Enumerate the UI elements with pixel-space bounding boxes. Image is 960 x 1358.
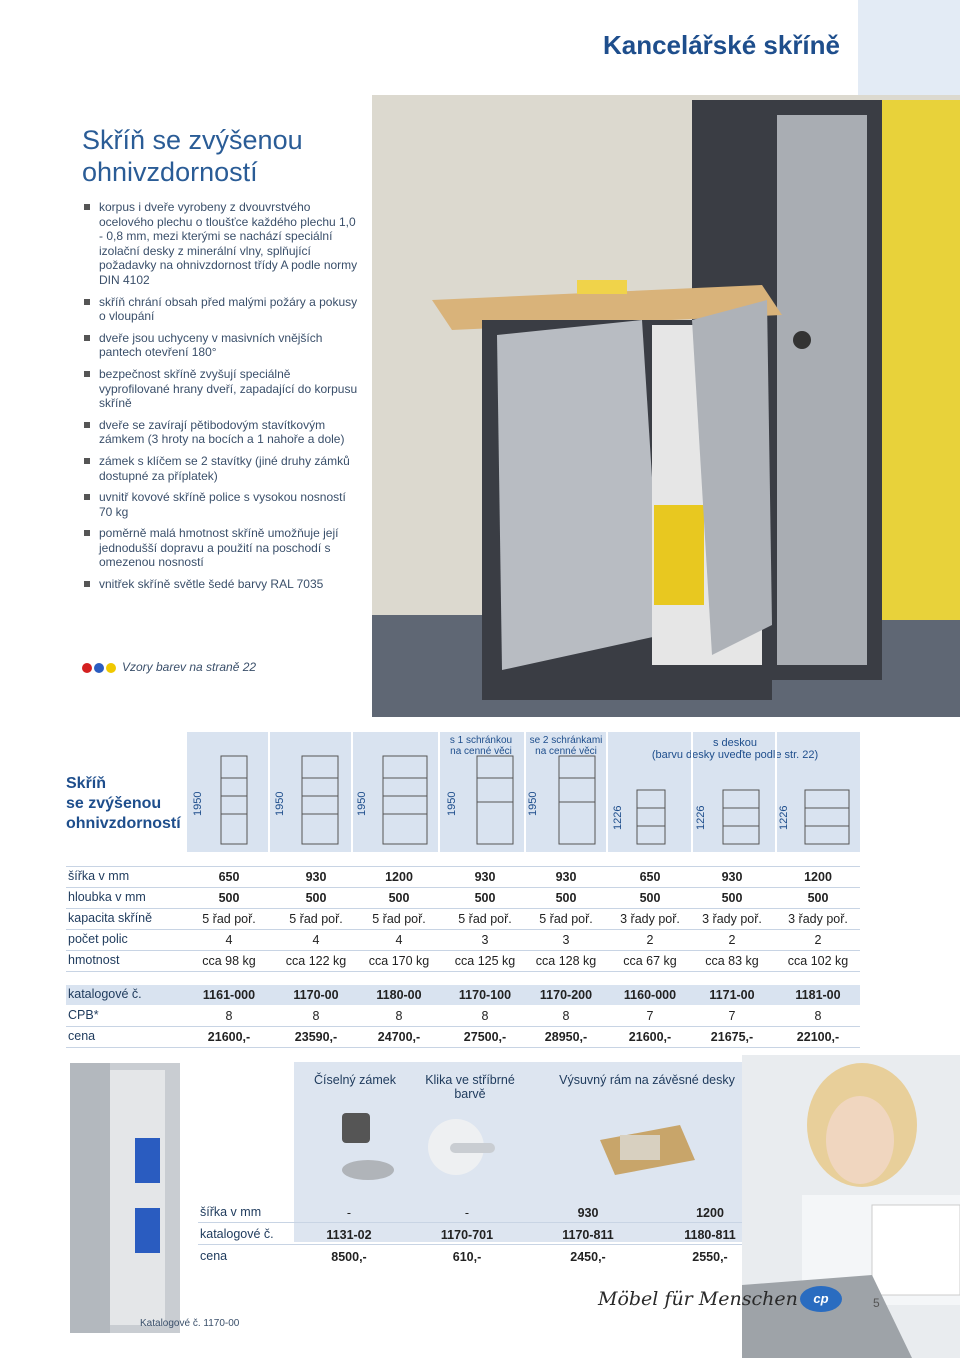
row-divider [66, 950, 860, 951]
label-price: cena [68, 1029, 96, 1043]
cell-weight: cca 67 kg [623, 954, 677, 968]
cell-width: 930 [555, 870, 577, 884]
cell-price: 27500,- [463, 1030, 507, 1044]
cell-catalog: 1161-000 [202, 988, 256, 1002]
cell-shelves: 2 [814, 933, 822, 947]
cell-catalog: 1171-00 [709, 988, 755, 1002]
acc-cell-width: - [346, 1206, 352, 1220]
acc-head-handle: Klika ve stříbrné barvě [425, 1073, 515, 1101]
cell-capacity: 5 řad poř. [372, 912, 426, 926]
cell-depth: 500 [305, 891, 327, 905]
cell-depth: 500 [639, 891, 661, 905]
cell-depth: 500 [474, 891, 496, 905]
cell-price: 21675,- [710, 1030, 754, 1044]
product-title [82, 124, 362, 188]
cell-depth: 500 [807, 891, 829, 905]
cell-width: 650 [639, 870, 661, 884]
row-divider [66, 929, 860, 930]
height-label: 1950 [527, 791, 539, 816]
cell-catalog: 1181-00 [795, 988, 841, 1002]
cell-weight: cca 128 kg [535, 954, 597, 968]
row-divider [66, 1026, 860, 1027]
cell-capacity: 3 řady poř. [702, 912, 762, 926]
height-label: 1950 [356, 791, 368, 816]
acc-cell-price: 2450,- [570, 1250, 606, 1264]
page-header-title: Kancelářské skříně [602, 30, 840, 60]
cabinet-sketches [187, 732, 860, 852]
feature-item: vnitřek skříně světle šedé barvy RAL 7035 [82, 577, 358, 592]
cell-shelves: 3 [562, 933, 570, 947]
cell-width: 1200 [804, 870, 832, 884]
cell-width: 930 [721, 870, 743, 884]
woman-photo [742, 1055, 960, 1358]
height-label: 1950 [446, 791, 458, 816]
acc-cell-catalog: 1170-811 [562, 1228, 614, 1242]
table-title-line3: ohnivzdorností [66, 815, 181, 832]
group-head-1: s 1 schránkou na cenné věci [449, 735, 513, 757]
acc-cell-catalog: 1180-811 [684, 1228, 736, 1242]
group-head-3-line2: (barvu desky uveďte podle str. 22) [651, 749, 819, 761]
accessory-illustrations [300, 1105, 740, 1195]
blue-dot-icon [94, 663, 104, 673]
table-title [66, 774, 196, 834]
cell-capacity: 3 řady poř. [620, 912, 680, 926]
cell-depth: 500 [555, 891, 577, 905]
cell-depth: 500 [721, 891, 743, 905]
cell-capacity: 5 řad poř. [202, 912, 256, 926]
feature-item: dveře jsou uchyceny v masivních vnějších pantech otevření 180° [82, 331, 358, 360]
table-title-line2: se zvýšenou [66, 795, 162, 812]
label-cpb: CPB* [68, 1008, 99, 1022]
height-label: 1950 [192, 791, 204, 816]
cell-catalog: 1160-000 [623, 988, 677, 1002]
cell-cpb: 8 [312, 1009, 320, 1023]
cell-width: 1200 [385, 870, 413, 884]
cell-capacity: 5 řad poř. [539, 912, 593, 926]
row-divider [66, 866, 860, 867]
height-label: 1226 [778, 805, 790, 830]
cell-shelves: 2 [646, 933, 654, 947]
color-note [82, 660, 256, 674]
cell-cpb: 8 [225, 1009, 233, 1023]
cell-capacity: 5 řad poř. [289, 912, 343, 926]
cell-catalog: 1180-00 [376, 988, 422, 1002]
cell-capacity: 3 řady poř. [788, 912, 848, 926]
catalog-note: Katalogové č. 1170-00 [140, 1318, 240, 1329]
cabinet-illustration [372, 95, 960, 717]
acc-cell-width: 1200 [696, 1206, 724, 1220]
cell-price: 21600,- [207, 1030, 251, 1044]
row-divider [66, 887, 860, 888]
feature-item: dveře se zavírají pětibodovým stavítkovým zámkem (3 hroty na bocích a 1 nahoře a dole) [82, 418, 358, 447]
cell-price: 22100,- [796, 1030, 840, 1044]
label-width: šířka v mm [68, 869, 130, 883]
acc-cell-price: 2550,- [692, 1250, 728, 1264]
acc-cell-catalog: 1131-02 [326, 1228, 372, 1242]
acc-cell-width: 930 [577, 1206, 599, 1220]
cell-cpb: 7 [646, 1009, 654, 1023]
cell-shelves: 3 [481, 933, 489, 947]
feature-item: bezpečnost skříně zvyšují speciálně vyprofilované hrany dveří, zapadající do korpusu skříně [82, 367, 358, 411]
cell-cpb: 8 [814, 1009, 822, 1023]
feature-item: zámek s klíčem se 2 stavítky (jiné druhy zámků dostupné za příplatek) [82, 454, 358, 483]
cell-cpb: 8 [395, 1009, 403, 1023]
color-note-text: Vzory barev na straně 22 [122, 660, 257, 674]
cell-catalog: 1170-100 [458, 988, 512, 1002]
label-capacity: kapacita skříně [68, 911, 153, 925]
cell-weight: cca 83 kg [705, 954, 759, 968]
row-divider [198, 1244, 746, 1245]
cell-weight: cca 98 kg [202, 954, 256, 968]
cell-depth: 500 [388, 891, 410, 905]
acc-cell-width: - [464, 1206, 470, 1220]
cell-price: 24700,- [377, 1030, 421, 1044]
product-title-line1: Skříň se zvýšenou [82, 125, 303, 155]
acc-label-catalog: katalogové č. [200, 1227, 274, 1241]
feature-item: korpus i dveře vyrobeny z dvouvrstvého ocelového plechu o tloušťce každého plechu 1,0 - 0,8 mm, mezi kterými se nachází speciální izolační desky z minerální vlny, splňující požadavky na ohnivzdornost třídy A podle normy DIN 4102 [82, 200, 358, 288]
acc-cell-catalog: 1170-701 [440, 1228, 494, 1242]
label-depth: hloubka v mm [68, 890, 146, 904]
height-label: 1226 [612, 805, 624, 830]
acc-label-width: šířka v mm [200, 1205, 262, 1219]
acc-head-lock: Číselný zámek [314, 1073, 396, 1087]
header-accent [858, 0, 960, 95]
height-label: 1226 [695, 805, 707, 830]
acc-cell-price: 8500,- [331, 1250, 367, 1264]
label-weight: hmotnost [68, 953, 120, 967]
row-divider [198, 1222, 746, 1223]
feature-item: uvnitř kovové skříně police s vysokou nosností 70 kg [82, 490, 358, 519]
label-catalog: katalogové č. [68, 987, 142, 1001]
cell-weight: cca 125 kg [454, 954, 516, 968]
row-divider [66, 971, 860, 972]
height-label: 1950 [274, 791, 286, 816]
cell-width: 930 [305, 870, 327, 884]
cabinet-photo [372, 95, 960, 717]
feature-list [82, 200, 358, 599]
cell-cpb: 7 [728, 1009, 736, 1023]
cp-logo: cp [800, 1286, 842, 1312]
cell-capacity: 5 řad poř. [458, 912, 512, 926]
product-title-line2: ohnivzdorností [82, 157, 258, 187]
cell-price: 28950,- [544, 1030, 588, 1044]
cell-weight: cca 170 kg [368, 954, 430, 968]
cell-depth: 500 [218, 891, 240, 905]
cell-shelves: 4 [312, 933, 320, 947]
feature-item: poměrně malá hmotnost skříně umožňuje její jednodušší dopravu a použití na poschodí s omezenou nosností [82, 526, 358, 570]
cell-price: 21600,- [628, 1030, 672, 1044]
cell-width: 650 [218, 870, 240, 884]
acc-cell-price: 610,- [452, 1250, 482, 1264]
cell-catalog: 1170-00 [293, 988, 339, 1002]
feature-item: skříň chrání obsah před malými požáry a pokusy o vloupání [82, 295, 358, 324]
cell-weight: cca 122 kg [285, 954, 347, 968]
page-number: 5 [873, 1296, 880, 1310]
row-divider [66, 908, 860, 909]
cell-cpb: 8 [562, 1009, 570, 1023]
acc-label-price: cena [200, 1249, 228, 1263]
open-cabinet-photo [50, 1058, 200, 1338]
cell-shelves: 4 [225, 933, 233, 947]
group-head-3-line1: s deskou [712, 737, 758, 749]
table-title-line1: Skříň [66, 775, 107, 792]
cell-weight: cca 102 kg [787, 954, 849, 968]
brand-logo: Möbel für Menschen [598, 1288, 798, 1310]
cell-price: 23590,- [294, 1030, 338, 1044]
label-shelves: počet polic [68, 932, 128, 946]
group-head-2: se 2 schránkami na cenné věci [529, 735, 603, 757]
cell-width: 930 [474, 870, 496, 884]
red-dot-icon [82, 663, 92, 673]
row-divider [66, 1047, 860, 1048]
acc-head-frame: Výsuvný rám na závěsné desky [559, 1073, 735, 1087]
cell-shelves: 4 [395, 933, 403, 947]
cell-cpb: 8 [481, 1009, 489, 1023]
cell-catalog: 1170-200 [539, 988, 593, 1002]
cell-shelves: 2 [728, 933, 736, 947]
yellow-dot-icon [106, 663, 116, 673]
